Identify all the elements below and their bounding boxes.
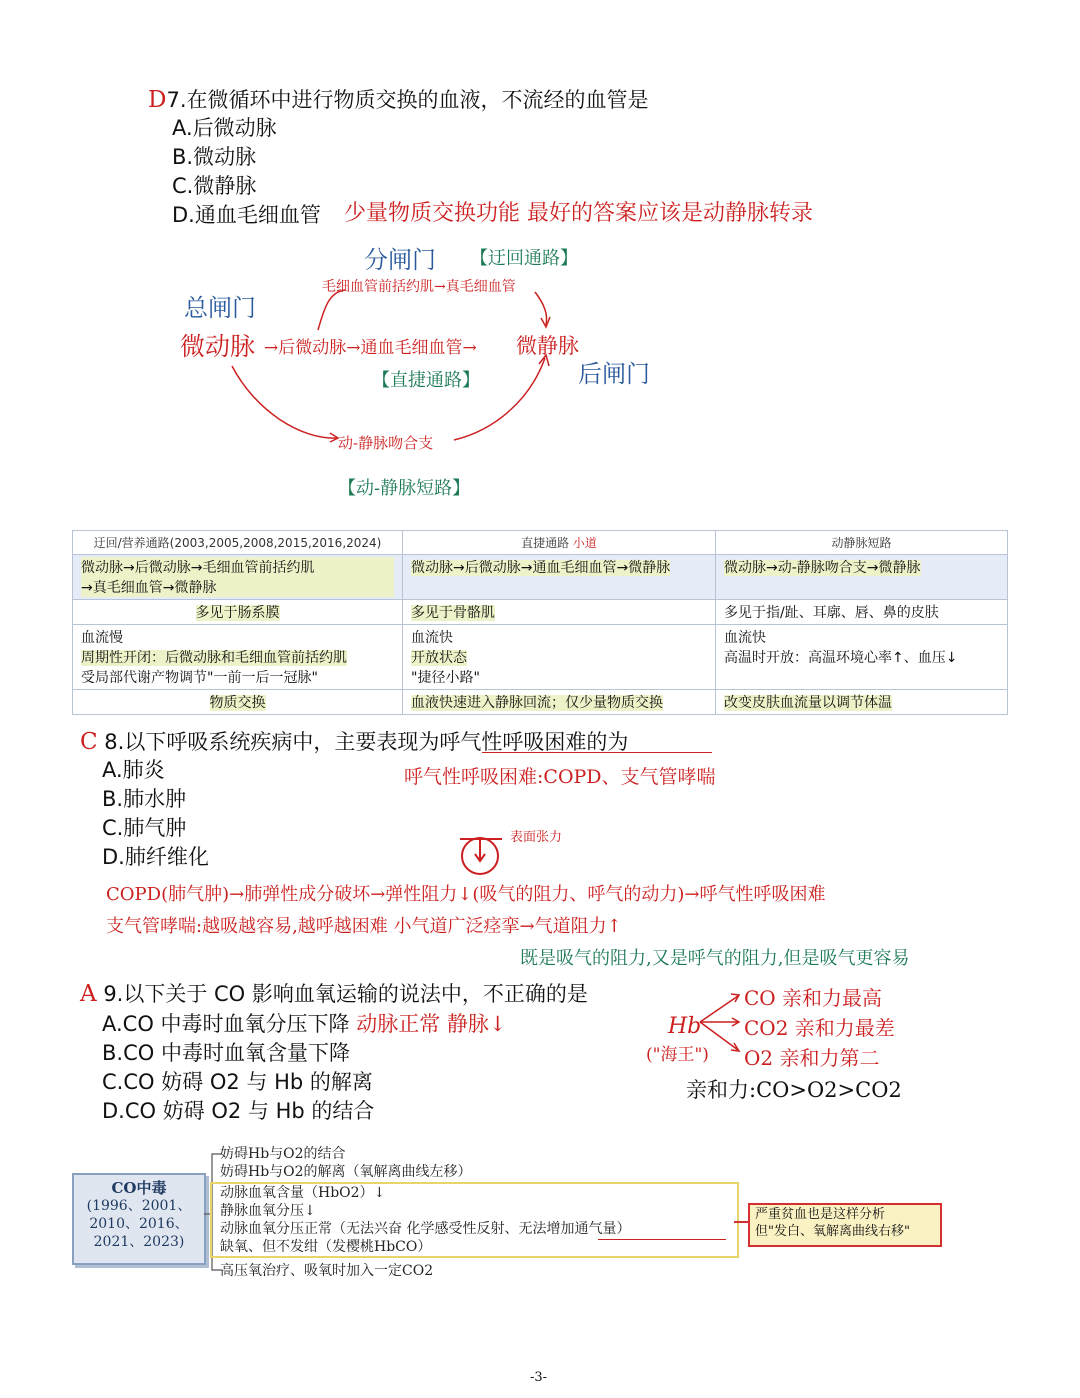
table-cell: 微动脉→后微动脉→毛细血管前括约肌 →真毛细血管→微静脉 <box>73 555 403 600</box>
q9-option-d: D.CO 妨碍 O2 与 Hb 的结合 <box>102 1099 375 1123</box>
q7-option-b: B.微动脉 <box>172 145 257 169</box>
co-line-2: 妨碍Hb与O2的解离（氧解离曲线左移） <box>220 1164 472 1180</box>
co-poisoning-box: CO中毒 (1996、2001、 2010、2016、 2021、2023) <box>72 1173 206 1265</box>
pathway-table <box>72 530 1008 715</box>
table-row <box>73 690 1008 715</box>
q8-option-d: D.肺纤维化 <box>102 845 209 869</box>
diagram-zong-zha: 总闸门 <box>184 294 256 322</box>
table-header-3: 动静脉短路 <box>716 531 1008 555</box>
q9-aff-o2: O2 亲和力第二 <box>744 1046 880 1070</box>
q9-stem: 9.以下关于 CO 影响血氧运输的说法中，不正确的是 <box>103 982 588 1006</box>
table-header-2: 直捷通路 小道 <box>403 531 716 555</box>
table-cell: 血液快速进入静脉回流；仅少量物质交换 <box>403 690 716 715</box>
q9-stem-line <box>80 978 588 1008</box>
q9-answer: A <box>80 981 97 1007</box>
q9-option-c: C.CO 妨碍 O2 与 Hb 的解离 <box>102 1070 373 1094</box>
q7-note: 少量物质交换功能 最好的答案应该是动静脉转录 <box>344 201 813 226</box>
table-cell: 多见于骨骼肌 <box>403 600 716 625</box>
diagram-wei-jingmai: 微静脉 <box>516 334 579 358</box>
q7-answer: D <box>148 87 167 113</box>
arrow-head-top <box>541 317 550 327</box>
table-cell: 血流快 开放状态 "捷径小路" <box>403 625 716 690</box>
table-header-1: 迂回/营养通路(2003,2005,2008,2015,2016,2024) <box>73 531 403 555</box>
co-line-3: 动脉血氧含量（HbO2）↓ <box>220 1185 386 1201</box>
table-row <box>73 625 1008 690</box>
page-number: -3- <box>530 1370 548 1385</box>
q8-option-b: B.肺水肿 <box>102 787 187 811</box>
diagram-arrows <box>0 0 1080 520</box>
table-cell: 微动脉→后微动脉→通血毛细血管→微静脉 <box>403 555 716 600</box>
co-line-4: 静脉血氧分压↓ <box>220 1203 316 1219</box>
hb-branch-lines <box>696 988 744 1058</box>
diagram-fen-zha: 分闸门 <box>364 246 436 274</box>
q9-option-a: A.CO 中毒时血氧分压下降 动脉正常 静脉↓ <box>102 1012 507 1036</box>
q8-note3: 支气管哮喘:越吸越容易,越呼越困难 小气道广泛痉挛→气道阻力↑ <box>106 916 622 937</box>
diagram-yuhui-label: 【迂回通路】 <box>470 248 578 269</box>
table-cell: 多见于肠系膜 <box>73 600 403 625</box>
co-underline <box>598 1239 726 1240</box>
table-row <box>73 600 1008 625</box>
surface-tension-icon <box>456 822 516 878</box>
co-line-1: 妨碍Hb与O2的结合 <box>220 1146 346 1162</box>
co-line-7: 高压氧治疗、吸氧时加入一定CO2 <box>220 1263 434 1279</box>
table-cell: 血流快 高温时开放：高温环境心率↑、血压↓ <box>716 625 1008 690</box>
q8-note4: 既是吸气的阻力,又是呼气的阻力,但是吸气更容易 <box>520 948 910 969</box>
q9-note-a: 动脉正常 静脉↓ <box>356 1012 507 1036</box>
q7-stem: 7.在微循环中进行物质交换的血液，不流经的血管是 <box>166 88 649 112</box>
q9-aff-co2: CO2 亲和力最差 <box>744 1016 895 1040</box>
q8-note2: COPD(肺气肿)→肺弹性成分破坏→弹性阻力↓(吸气的阻力、呼气的动力)→呼气性呼吸困难 <box>106 884 826 905</box>
q9-order: 亲和力:CO>O2>CO2 <box>686 1078 902 1102</box>
diagram-zhijie-label: 【直捷通路】 <box>372 370 480 391</box>
arrow-up-curve <box>318 290 345 330</box>
q9-hb: Hb <box>668 1014 702 1039</box>
co-line-5: 动脉血氧分压正常（无法兴奋 化学感受性反射、无法增加通气量） <box>220 1221 631 1237</box>
q8-answer: C <box>80 729 98 755</box>
table-cell: 物质交换 <box>73 690 403 715</box>
q9-haiwang: ("海王") <box>646 1045 709 1065</box>
q7-option-a: A.后微动脉 <box>172 116 277 140</box>
diagram-bottom-path: 动-静脉吻合支 <box>338 434 434 452</box>
q8-option-c: C.肺气肿 <box>102 816 187 840</box>
table-cell: 改变皮肤血流量以调节体温 <box>716 690 1008 715</box>
diagram-top-path: 毛细血管前括约肌→真毛细血管 <box>322 279 516 295</box>
q8-stem: 8.以下呼吸系统疾病中，主要表现为呼气性呼吸困难的为 <box>104 730 629 754</box>
q9-option-b: B.CO 中毒时血氧含量下降 <box>102 1041 350 1065</box>
diagram-duanlu-label: 【动-静脉短路】 <box>338 478 471 499</box>
diagram-hou-zha: 后闸门 <box>578 360 650 388</box>
co-line-6: 缺氧、但不发绀（发樱桃HbCO） <box>220 1239 432 1255</box>
table-cell: 多见于指/趾、耳廓、唇、鼻的皮肤 <box>716 600 1008 625</box>
table-row <box>73 555 1008 600</box>
q8-note1: 呼气性呼吸困难:COPD、支气管哮喘 <box>404 766 716 788</box>
q8-option-a: A.肺炎 <box>102 758 165 782</box>
q8-underline <box>482 752 712 753</box>
q9-aff-co: CO 亲和力最高 <box>744 986 883 1010</box>
table-cell: 血流慢 周期性开闭：后微动脉和毛细血管前括约肌 受局部代谢产物调节"一前一后一冠脉" <box>73 625 403 690</box>
diagram-wei-dongmai: 微动脉 <box>180 332 256 361</box>
table-cell: 微动脉→动-静脉吻合支→微静脉 <box>716 555 1008 600</box>
q7-option-d: D.通血毛细血管 <box>172 203 321 227</box>
arrow-bottom-right <box>454 358 545 440</box>
q8-tension: 表面张力 <box>510 830 563 845</box>
diagram-middle-path: →后微动脉→通血毛细血管→ <box>264 338 477 358</box>
arrow-bottom-left <box>232 366 338 438</box>
table-header-row <box>73 531 1008 555</box>
arrow-down-curve <box>535 292 547 325</box>
anemia-note-box: 严重贫血也是这样分析 但"发白、氧解离曲线右移" <box>748 1203 942 1247</box>
q7-option-c: C.微静脉 <box>172 174 257 198</box>
